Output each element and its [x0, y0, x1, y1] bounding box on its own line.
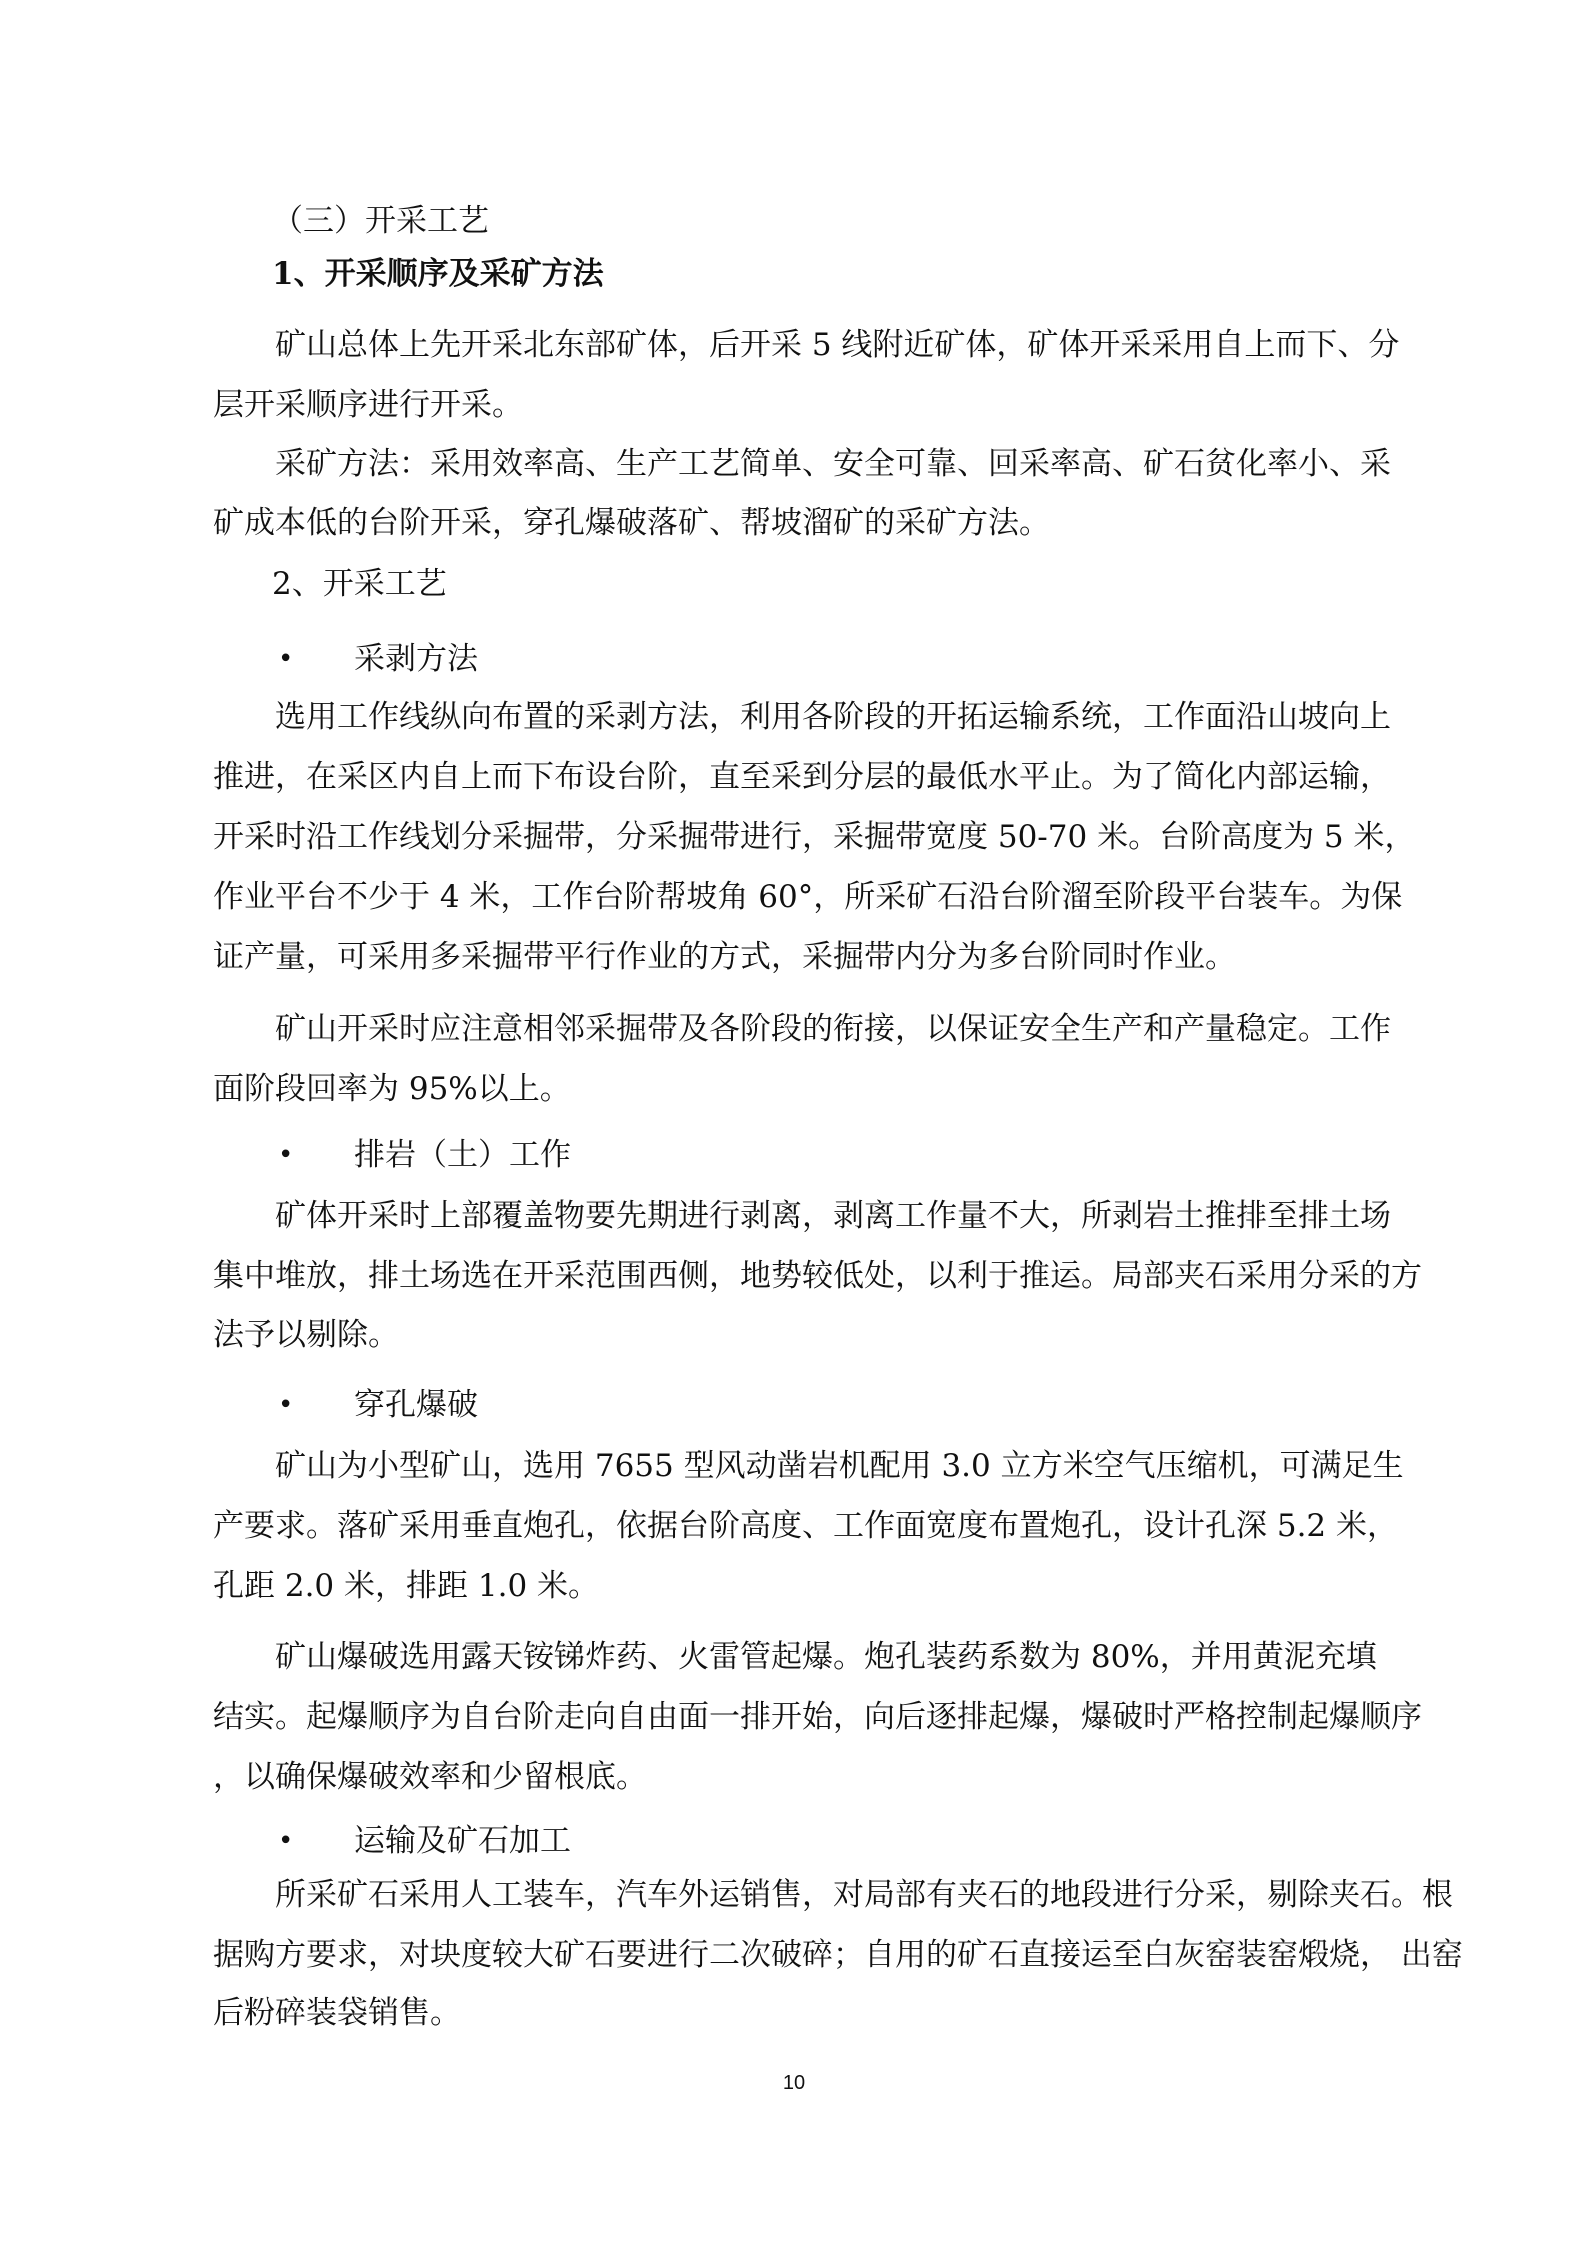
paragraph-line: ，以确保爆破效率和少留根底。 [213, 1759, 647, 1795]
paragraph-line: 作业平台不少于 4 米，工作台阶帮坡角 60°，所采矿石沿台阶溜至阶段平台装车。为保 [213, 879, 1403, 915]
paragraph-line: 面阶段回率为 95%以上。 [213, 1071, 571, 1107]
paragraph-line: 集中堆放，排土场选在开采范围西侧，地势较低处，以利于推运。局部夹石采用分采的方 [213, 1258, 1422, 1294]
paragraph-line: 结实。起爆顺序为自台阶走向自由面一排开始，向后逐排起爆，爆破时严格控制起爆顺序 [213, 1699, 1422, 1735]
paragraph-line: 矿山开采时应注意相邻采掘带及各阶段的衔接，以保证安全生产和产量稳定。工作 [275, 1011, 1391, 1047]
paragraph-line: 法予以剔除。 [213, 1317, 399, 1353]
paragraph-line: 所采矿石采用人工装车，汽车外运销售，对局部有夹石的地段进行分采，剔除夹石。根 [275, 1877, 1453, 1913]
bullet-item-label: 穿孔爆破 [354, 1387, 478, 1423]
paragraph-line: 层开采顺序进行开采。 [213, 387, 523, 423]
bullet-item-label: 采剥方法 [354, 641, 478, 677]
bullet-icon: • [278, 1140, 294, 1170]
paragraph-line: 矿成本低的台阶开采，穿孔爆破落矿、帮坡溜矿的采矿方法。 [213, 505, 1050, 541]
paragraph-line: 矿山为小型矿山，选用 7655 型风动凿岩机配用 3.0 立方米空气压缩机，可满足生 [275, 1448, 1404, 1484]
paragraph-line: 采矿方法：采用效率高、生产工艺简单、安全可靠、回采率高、矿石贫化率小、采 [275, 446, 1391, 482]
bullet-icon: • [278, 644, 294, 674]
page-number: 10 [782, 2072, 806, 2094]
bullet-icon: • [278, 1826, 294, 1856]
paragraph-line: 孔距 2.0 米，排距 1.0 米。 [213, 1568, 600, 1604]
subsection-title-2: 2、开采工艺 [272, 566, 447, 602]
paragraph-line: 矿体开采时上部覆盖物要先期进行剥离，剥离工作量不大，所剥岩土推排至排土场 [275, 1198, 1391, 1234]
paragraph-line: 开采时沿工作线划分采掘带，分采掘带进行，采掘带宽度 50-70 米。台阶高度为 5 米， [213, 819, 1416, 855]
paragraph-line: 后粉碎装袋销售。 [213, 1995, 461, 2031]
paragraph-line: 选用工作线纵向布置的采剥方法，利用各阶段的开拓运输系统，工作面沿山坡向上 [275, 699, 1391, 735]
paragraph-line: 矿山爆破选用露天铵锑炸药、火雷管起爆。炮孔装药系数为 80%，并用黄泥充填 [275, 1639, 1377, 1675]
bullet-item-label: 排岩（土）工作 [354, 1137, 571, 1173]
paragraph-line: 推进，在采区内自上而下布设台阶，直至采到分层的最低水平止。为了简化内部运输， [213, 759, 1391, 795]
paragraph-line: 产要求。落矿采用垂直炮孔，依据台阶高度、工作面宽度布置炮孔，设计孔深 5.2 米， [213, 1508, 1399, 1544]
bullet-item-label: 运输及矿石加工 [354, 1823, 571, 1859]
section-title: （三）开采工艺 [272, 203, 489, 239]
paragraph-line: 矿山总体上先开采北东部矿体，后开采 5 线附近矿体，矿体开采采用自上而下、分 [275, 327, 1400, 363]
paragraph-line: 证产量，可采用多采掘带平行作业的方式，采掘带内分为多台阶同时作业。 [213, 939, 1236, 975]
subsection-title-1: 1、开采顺序及采矿方法 [272, 256, 604, 292]
paragraph-line: 据购方要求，对块度较大矿石要进行二次破碎；自用的矿石直接运至白灰窑装窑煅烧， 出窑 [213, 1937, 1463, 1973]
bullet-icon: • [278, 1390, 294, 1420]
